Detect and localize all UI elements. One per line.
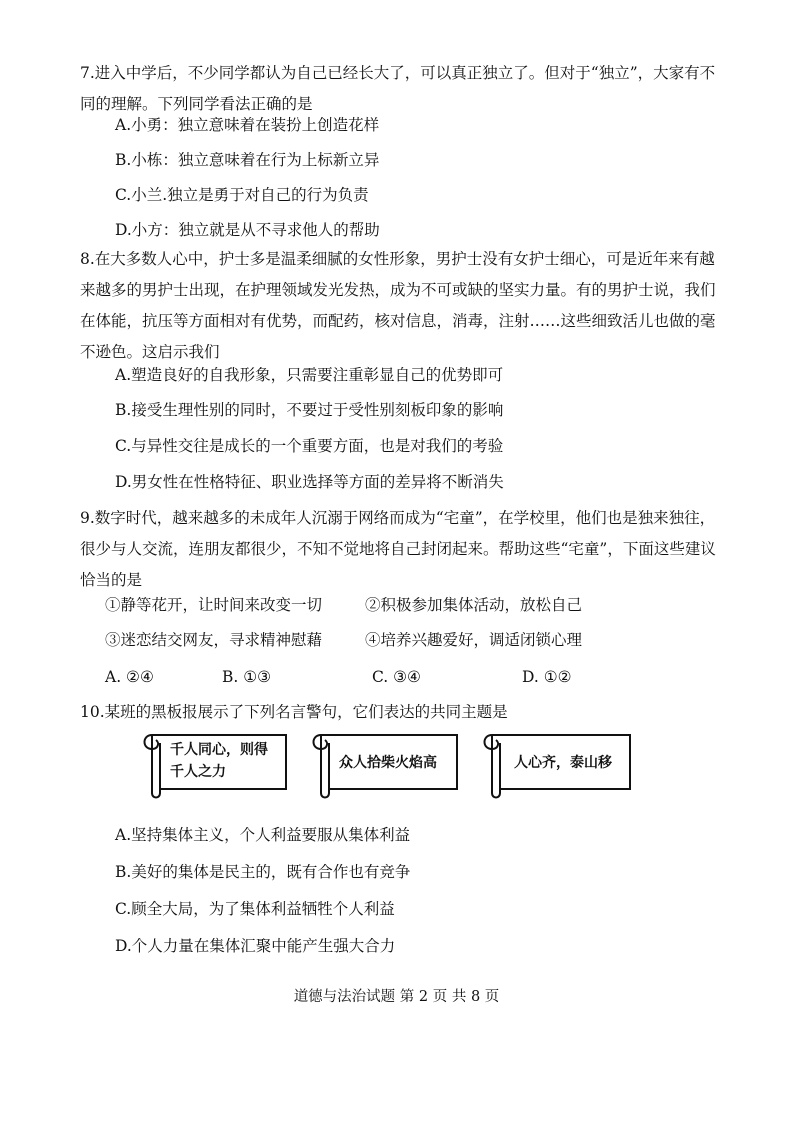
question-10-option-d: D.个人力量在集体汇聚中能产生强大合力 xyxy=(115,937,396,955)
question-10-option-b: B.美好的集体是民主的，既有合作也有竞争 xyxy=(115,863,411,881)
question-9-item-4: ④培养兴趣爱好，调适闭锁心理 xyxy=(365,631,583,649)
page-footer: 道德与法治试题 第 2 页 共 8 页 xyxy=(293,989,500,1005)
question-8-option-c: C.与异性交往是成长的一个重要方面，也是对我们的考验 xyxy=(115,437,504,455)
question-10-option-a: A.坚持集体主义，个人利益要服从集体利益 xyxy=(115,826,411,844)
question-9-item-2: ②积极参加集体活动，放松自己 xyxy=(365,596,583,614)
question-8-option-b: B.接受生理性别的同时，不要过于受性别刻板印象的影响 xyxy=(115,401,504,419)
scroll-3-line-1: 人心齐，泰山移 xyxy=(514,755,612,771)
scroll-1-line-1: 千人同心，则得 xyxy=(170,742,268,758)
question-10-stem: 10.某班的黑板报展示了下列名言警句，它们表达的共同主题是 xyxy=(80,703,508,721)
question-9-stem: 9.数字时代，越来越多的未成年人沉溺于网络而成为“宅童”，在学校里，他们也是独来独往，很少与人交流，连朋友都很少，不知不觉地将自己封闭起来。帮助这些“宅童”，下面这些建议恰当的是 xyxy=(80,509,716,589)
question-8-option-a: A.塑造良好的自我形象，只需要注重彰显自己的优势即可 xyxy=(115,366,504,384)
question-7-stem: 7.进入中学后，不少同学都认为自己已经长大了，可以真正独立了。但对于“独立”，大家有不同的理解。下列同学看法正确的是 xyxy=(80,64,716,113)
question-7-option-b: B.小栋：独立意味着在行为上标新立异 xyxy=(115,151,380,169)
question-7-option-d: D.小方：独立就是从不寻求他人的帮助 xyxy=(115,221,380,239)
question-8-option-d: D.男女性在性格特征、职业选择等方面的差异将不断消失 xyxy=(115,473,504,491)
motto-scroll-1 xyxy=(138,729,290,801)
motto-scroll-2 xyxy=(307,729,461,801)
question-9-item-3: ③迷恋结交网友，寻求精神慰藉 xyxy=(105,631,323,649)
question-9-choice-c: C. ③④ xyxy=(372,668,421,686)
question-9-item-1: ①静等花开，让时间来改变一切 xyxy=(105,596,323,614)
question-9-choice-a: A. ②④ xyxy=(105,668,154,686)
question-7-option-c: C.小兰.独立是勇于对自己的行为负责 xyxy=(115,186,369,204)
scroll-1-line-2: 千人之力 xyxy=(170,764,226,780)
question-9-choice-d: D. ①② xyxy=(522,668,572,686)
scroll-2-line-1: 众人拾柴火焰高 xyxy=(339,755,437,771)
motto-scroll-3 xyxy=(478,729,634,801)
question-7-option-a: A.小勇：独立意味着在装扮上创造花样 xyxy=(115,116,380,134)
question-9-choice-b: B. ①③ xyxy=(222,668,272,686)
question-8-stem: 8.在大多数人心中，护士多是温柔细腻的女性形象，男护士没有女护士细心，可是近年来有越来越多的男护士出现，在护理领域发光发热，成为不可或缺的坚实力量。有的男护士说，我们在体能，抗压等方面相对有优势，而配药，核对信息，消毒，注射……这些细致活儿也做的毫不逊色。这启示我们 xyxy=(80,250,716,361)
question-10-option-c: C.顾全大局，为了集体利益牺牲个人利益 xyxy=(115,900,395,918)
